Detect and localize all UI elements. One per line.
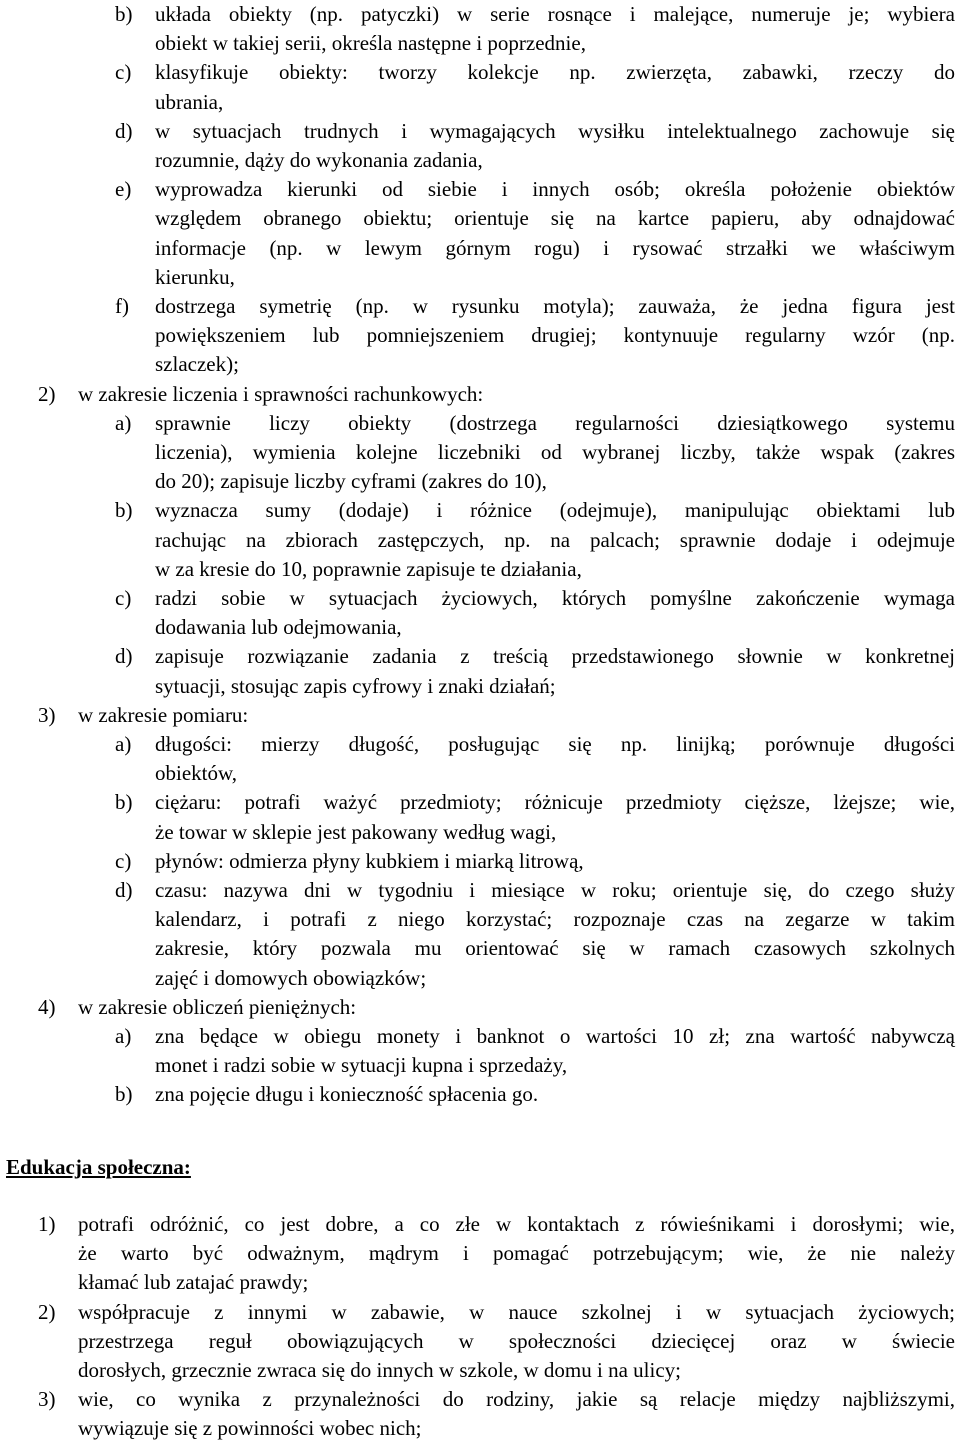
list-item-text: potrafi odróżnić, co jest dobre, a co złe w kontaktach z rówieśnikami i dorosłymi; wie, (78, 1212, 955, 1236)
list-marker: a) (115, 732, 132, 756)
lines-line (0, 496, 960, 525)
list-item-text: do 20); zapisuje liczby cyframi (zakres do 10), (155, 469, 547, 494)
list-item-text: wyznacza sumy (dodaje) i różnice (odejmuje), manipulując obiektami lub (155, 498, 955, 523)
list-marker: 1) (38, 1212, 56, 1236)
lines-line (0, 847, 960, 876)
list-item-text: dorosłych, grzecznie zwraca się do innych w szkole, w domu i na ulicy; (78, 1358, 681, 1382)
list-item-text: zajęć i domowych obowiązków; (155, 965, 427, 990)
list-item-text: klasyfikuje obiekty: tworzy kolekcje np. zwierzęta, zabawki, rzeczy do (155, 60, 955, 85)
lines-line (0, 438, 960, 467)
list-marker: f) (115, 294, 129, 318)
social-line (0, 1356, 960, 1385)
list-item-text: rachując na zbiorach zastępczych, np. na palcach; sprawnie dodaje i odejmuje (155, 527, 955, 552)
list-item-text: w zakresie liczenia i sprawności rachunkowych: (78, 381, 484, 406)
list-item-text: szlaczek); (155, 352, 239, 377)
list-item-text: w zakresie obliczeń pieniężnych: (78, 994, 357, 1019)
lines-line (0, 788, 960, 817)
lines-line (0, 263, 960, 292)
lines-line (0, 175, 960, 204)
list-item-text: przestrzega reguł obowiązujących w społeczności dziecięcej oraz w świecie (78, 1328, 955, 1353)
list-item-text: rozumnie, dąży do wykonania zadania, (155, 148, 483, 172)
lines-line (0, 818, 960, 847)
lines-line (0, 321, 960, 350)
list-marker: e) (115, 177, 132, 202)
lines-line (0, 934, 960, 963)
list-marker: a) (115, 1024, 132, 1048)
lines-line (0, 58, 960, 87)
list-item-text: dodawania lub odejmowania, (155, 615, 402, 640)
social-line (0, 1210, 960, 1239)
list-item-text: kalendarz, i potrafi z niego korzystać; rozpoznaje czas na zegarze w takim (155, 907, 955, 932)
lines-line (0, 730, 960, 759)
lines-line (0, 0, 960, 29)
lines-line (0, 117, 960, 146)
list-item-text: zna pojęcie długu i konieczność spłacenia go. (155, 1082, 539, 1107)
lines-line (0, 964, 960, 993)
list-item-text: radzi sobie w sytuacjach życiowych, których pomyślne zakończenie wymaga (155, 586, 955, 610)
list-item-text: wie, co wynika z przynależności do rodziny, jakie są relacje między najbliższymi, (78, 1387, 955, 1412)
lines-line (0, 613, 960, 642)
list-marker: d) (115, 118, 133, 143)
list-item-text: zapisuje rozwiązanie zadania z treścią przedstawionego słownie w konkretnej (155, 644, 955, 669)
list-item-text: powiększeniem lub pomniejszeniem drugiej; kontynuuje regularny wzór (np. (155, 323, 955, 348)
list-item-text: monet i radzi sobie w sytuacji kupna i sprzedaży, (155, 1053, 568, 1078)
lines-line (0, 146, 960, 175)
lines-line (0, 467, 960, 496)
lines-line (0, 350, 960, 379)
list-marker: b) (115, 1082, 133, 1107)
lines-line (0, 380, 960, 409)
list-item-text: długości: mierzy długość, posługując się np. linijką; porównuje długości (155, 732, 955, 756)
list-item-text: że towar w sklepie jest pakowany według wagi, (155, 819, 557, 844)
list-item-text: zakresie, który pozwala mu orientować się w ramach czasowych szkolnych (155, 936, 955, 961)
list-item-text: kierunku, (155, 264, 235, 289)
list-marker: c) (115, 848, 132, 873)
list-item-text: sprawnie liczy obiekty (dostrzega regularności dziesiątkowego systemu (155, 410, 955, 435)
list-item-text: względem obranego obiektu; orientuje się na kartce papieru, aby odnajdować (155, 206, 955, 231)
list-item-text: dostrzega symetrię (np. w rysunku motyla); zauważa, że jedna figura jest (155, 294, 955, 318)
lines-line (0, 409, 960, 438)
list-marker: 4) (38, 994, 56, 1019)
social-line (0, 1268, 960, 1297)
list-marker: b) (115, 498, 133, 523)
lines-line (0, 204, 960, 233)
list-item-text: obiekt w takiej serii, określa następne i poprzednie, (155, 31, 586, 56)
list-item-text: zna będące w obiegu monety i banknot o wartości 10 zł; zna wartość nabywczą (155, 1024, 955, 1048)
lines-line (0, 584, 960, 613)
list-marker: 2) (38, 1299, 56, 1324)
lines-line (0, 29, 960, 58)
list-item-text: układa obiekty (np. patyczki) w serie rosnące i malejące, numeruje je; wybiera (155, 2, 955, 26)
lines-line (0, 672, 960, 701)
lines-line (0, 876, 960, 905)
list-item-text: płynów: odmierza płyny kubkiem i miarką litrową, (155, 848, 584, 873)
list-item-text: czasu: nazywa dni w tygodniu i miesiące w roku; orientuje się, do czego służy (155, 878, 955, 902)
lines-line (0, 642, 960, 671)
list-item-text: w za kresie do 10, poprawnie zapisuje te działania, (155, 556, 582, 581)
list-marker: 3) (38, 702, 56, 727)
list-marker: b) (115, 790, 133, 815)
lines-line (0, 905, 960, 934)
social-line (0, 1385, 960, 1414)
social-line (0, 1239, 960, 1268)
social-line (0, 1298, 960, 1327)
section-heading: Edukacja społeczna: (6, 1155, 191, 1179)
list-marker: d) (115, 644, 133, 669)
list-marker: c) (115, 586, 132, 610)
list-item-text: kłamać lub zatajać prawdy; (78, 1270, 309, 1295)
list-item-text: ubrania, (155, 89, 224, 114)
lines-line (0, 292, 960, 321)
list-item-text: w zakresie pomiaru: (78, 702, 249, 727)
lines-line (0, 526, 960, 555)
lines-line (0, 555, 960, 584)
list-item-text: że warto być odważnym, mądrym i pomagać potrzebującym; wie, że nie należy (78, 1241, 955, 1266)
lines-line (0, 759, 960, 788)
list-marker: a) (115, 410, 132, 435)
list-marker: d) (115, 878, 133, 902)
list-item-text: ciężaru: potrafi ważyć przedmioty; różnicuje przedmioty cięższe, lżejsze; wie, (155, 790, 955, 815)
list-marker: b) (115, 2, 133, 26)
list-item-text: obiektów, (155, 761, 238, 786)
list-item-text: współpracuje z innymi w zabawie, w nauce szkolnej i w sytuacjach życiowych; (78, 1299, 955, 1324)
lines-line (0, 993, 960, 1022)
lines-line (0, 1051, 960, 1080)
lines-line (0, 1022, 960, 1051)
social-line (0, 1327, 960, 1356)
list-item-text: wywiązuje się z powinności wobec nich; (78, 1416, 422, 1441)
social-line (0, 1414, 960, 1443)
list-marker: c) (115, 60, 132, 85)
lines-line (0, 701, 960, 730)
list-item-text: sytuacji, stosując zapis cyfrowy i znaki działań; (155, 673, 556, 698)
lines-line (0, 88, 960, 117)
list-item-text: liczenia), wymienia kolejne liczebniki od wybranej liczby, także wspak (zakres (155, 440, 955, 464)
list-marker: 3) (38, 1387, 56, 1412)
list-marker: 2) (38, 381, 56, 406)
lines-line (0, 234, 960, 263)
list-item-text: informacje (np. w lewym górnym rogu) i rysować strzałki we właściwym (155, 235, 955, 260)
list-item-text: wyprowadza kierunki od siebie i innych osób; określa położenie obiektów (155, 177, 955, 202)
lines-line (0, 1080, 960, 1109)
list-item-text: w sytuacjach trudnych i wymagających wysiłku intelektualnego zachowuje się (155, 118, 955, 143)
